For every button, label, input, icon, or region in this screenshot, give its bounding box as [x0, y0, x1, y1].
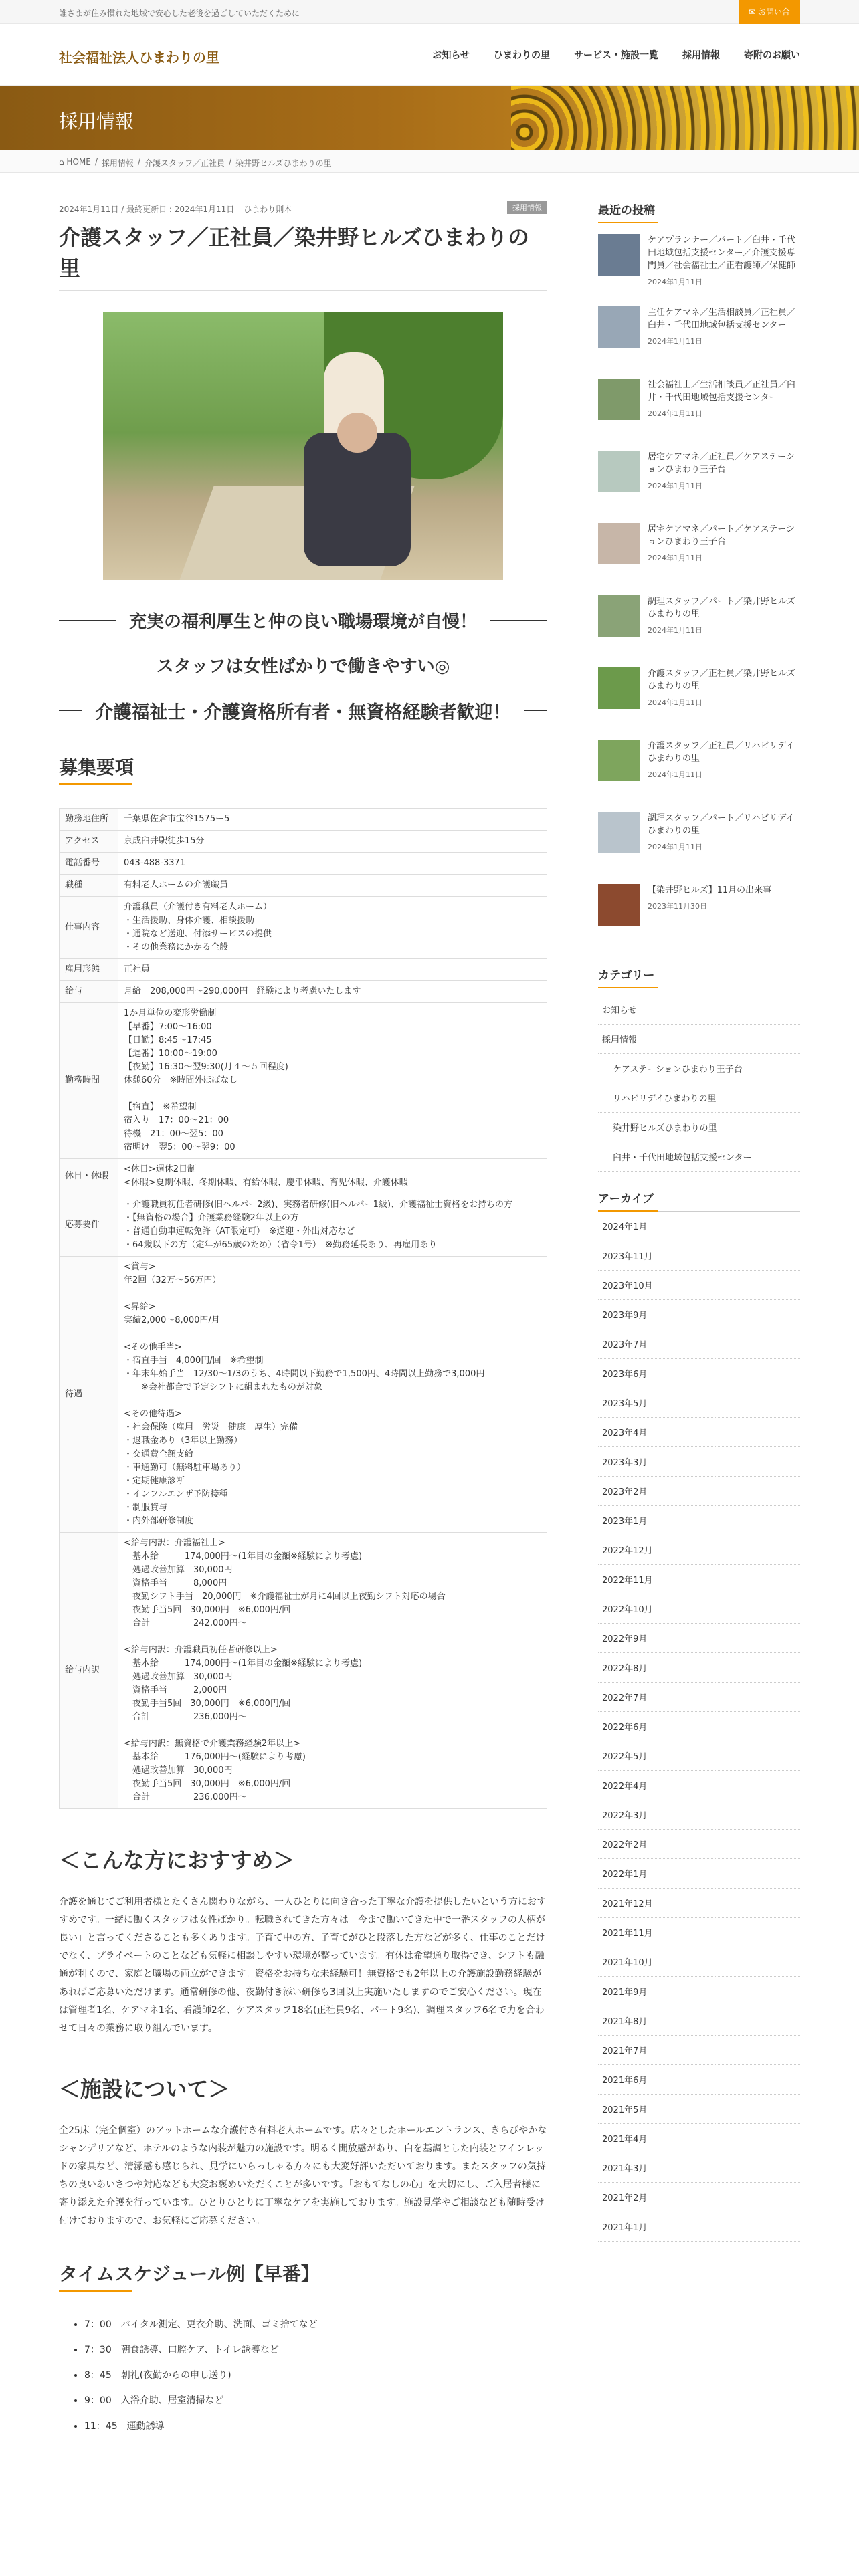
breadcrumb-current: 染井野ヒルズひまわりの里: [235, 158, 332, 168]
job-row-value: <休日>週休2日制 <休暇>夏期休暇、冬期休暇、有給休暇、慶弔休暇、育児休暇、介護休暇: [118, 1159, 547, 1194]
job-row-label: 勤務地住所: [60, 809, 118, 831]
post-thumbnail[interactable]: [598, 306, 640, 348]
recent-post-date: 2024年1月11日: [648, 843, 702, 851]
job-row: [60, 959, 547, 981]
job-row-value: ・介護職員初任者研修(旧ヘルパー2級)、実務者研修(旧ヘルパー1級)、介護福祉士資格をお持ちの方 ・【無資格の場合】介護業務経験2年以上の方 ・普通自動車運転免許（AT限定可） ※送迎・外出対応など ・64歳以下の方（定年が65歳のため）（省令1号） ※勤務延長あり、再雇用あり: [118, 1194, 547, 1257]
recent-posts-title: 最近の投稿: [598, 201, 800, 223]
archive-item[interactable]: 2021年3月: [598, 2153, 800, 2183]
job-row: [60, 831, 547, 853]
recent-post-date: 2024年1月11日: [648, 770, 702, 779]
job-row-label: 給与内訳: [60, 1533, 118, 1809]
headline-benefits: 充実の福利厚生と仲の良い職場環境が自慢！: [59, 608, 547, 633]
recent-post-text: [648, 379, 800, 440]
job-row-label: 休日・休暇: [60, 1159, 118, 1194]
recent-post[interactable]: [598, 873, 800, 946]
archive-item[interactable]: 2023年9月: [598, 1300, 800, 1329]
job-row-value: 正社員: [118, 959, 547, 981]
recent-post-date: 2024年1月11日: [648, 698, 702, 707]
headline-welcome: 介護福祉士・介護資格所有者・無資格経験者歓迎！: [59, 697, 547, 724]
job-row: [60, 1533, 547, 1809]
recent-post-title[interactable]: 調理スタッフ／パート／リハビリデイひまわりの里: [648, 813, 795, 836]
breadcrumb-sep: /: [94, 157, 98, 167]
photo-resident: [337, 413, 377, 453]
archive-item[interactable]: 2021年9月: [598, 1977, 800, 2006]
job-table: [59, 808, 547, 1809]
job-row: [60, 875, 547, 897]
recent-post-text: [648, 451, 800, 512]
recent-post[interactable]: [598, 440, 800, 512]
job-row-label: 勤務時間: [60, 1003, 118, 1159]
post-thumbnail[interactable]: [598, 595, 640, 637]
job-row: [60, 809, 547, 831]
schedule-item: • 8：45 朝礼(夜勤からの申し送り): [84, 2363, 547, 2388]
staff-photo: [103, 312, 503, 580]
job-row-value: 京成臼井駅徒歩15分: [118, 831, 547, 853]
archive-item[interactable]: 2021年1月: [598, 2212, 800, 2242]
recent-post-title[interactable]: 【染井野ヒルズ】11月の出来事: [648, 885, 772, 895]
archive-item[interactable]: 2023年5月: [598, 1388, 800, 1418]
archive-item[interactable]: 2023年6月: [598, 1359, 800, 1388]
job-row: [60, 1003, 547, 1159]
recent-posts: [598, 223, 800, 946]
site-header: [0, 24, 859, 86]
recommend-heading: ＜こんな方におすすめ＞: [59, 1848, 295, 1873]
archive-item[interactable]: 2022年4月: [598, 1771, 800, 1800]
job-row-value: 介護職員（介護付き有料老人ホーム） ・生活援助、身体介護、相談援助 ・通院など送迎、付添サービスの提供 ・その他業務にかかる全般: [118, 897, 547, 959]
post-thumbnail[interactable]: [598, 740, 640, 781]
archive-item[interactable]: 2023年11月: [598, 1241, 800, 1271]
sidebar: [598, 201, 800, 2242]
archive-item[interactable]: 2023年7月: [598, 1329, 800, 1359]
recent-post-date: 2024年1月11日: [648, 554, 702, 562]
job-row: [60, 897, 547, 959]
nav-donation[interactable]: 寄附のお願い: [744, 50, 800, 61]
archive-item[interactable]: 2023年10月: [598, 1271, 800, 1300]
post-thumbnail[interactable]: [598, 884, 640, 926]
sunflower-image: [511, 86, 859, 150]
job-row-value: <賞与> 年2回（32万〜56万円） <昇給> 実績2,000〜8,000円/月 <その他手当> ・宿直手当 4,000円/回 ※希望制 ・年末年始手当 12/30〜1/3のうち、4時間以下勤務で1,500円、4時間以上勤務で3,000円 ※会社都合で予定シフトに組まれたものが対象 <その他待遇> ・社会保険（雇用 労災 健康 厚生）完備 ・退職金あり（3年以上勤務） ・交通費全額支給 ・車通勤可（無料駐車場あり） ・定期健康診断 ・インフルエンザ予防接種 ・制服貸与 ・内外部研修制度: [118, 1257, 547, 1533]
post-title: 介護スタッフ／正社員／染井野ヒルズひまわりの里: [59, 222, 547, 291]
breadcrumb-sep: /: [137, 157, 140, 167]
recent-post-title[interactable]: 社会福祉士／生活相談員／正社員／臼井・千代田地域包括支援センター: [648, 380, 796, 403]
archive-item[interactable]: 2022年3月: [598, 1800, 800, 1830]
category-item[interactable]: 臼井・千代田地域包括支援センター: [598, 1142, 800, 1172]
recent-post-title[interactable]: 主任ケアマネ／生活相談員／正社員／臼井・千代田地域包括支援センター: [648, 308, 796, 330]
post-thumbnail[interactable]: [598, 812, 640, 853]
post-thumbnail[interactable]: [598, 667, 640, 709]
post-content: [59, 201, 547, 2439]
recent-post[interactable]: [598, 296, 800, 368]
nav-about[interactable]: ひまわりの里: [494, 50, 550, 61]
archive-item[interactable]: 2021年7月: [598, 2036, 800, 2065]
breadcrumb-category[interactable]: 介護スタッフ／正社員: [144, 158, 225, 168]
banner-title: 採用情報: [59, 110, 134, 132]
tagline: 誰さまが住み慣れた地域で安心した老後を過ごしていただくために: [59, 9, 300, 18]
job-row-label: 職種: [60, 875, 118, 897]
job-row-value: 月給 208,000円〜290,000円 経験により考慮いたします: [118, 981, 547, 1003]
recent-post-title[interactable]: 居宅ケアマネ／パート／ケアステーションひまわり王子台: [648, 524, 795, 547]
recent-post-text: [648, 884, 771, 946]
category-list: [598, 995, 800, 1172]
recent-post-title[interactable]: 介護スタッフ／正社員／リハビリデイひまわりの里: [648, 741, 795, 764]
archive-item[interactable]: 2022年9月: [598, 1624, 800, 1653]
post-thumbnail[interactable]: [598, 451, 640, 492]
archive-item[interactable]: 2022年5月: [598, 1741, 800, 1771]
schedule-item: • 7：30 朝食誘導、口腔ケア、トイレ誘導など: [84, 2337, 547, 2363]
recent-post-title[interactable]: 介護スタッフ／正社員／染井野ヒルズひまわりの里: [648, 669, 795, 691]
post-thumbnail[interactable]: [598, 234, 640, 276]
site-logo[interactable]: 社会福祉法人ひまわりの里: [59, 49, 219, 66]
job-row-label: 電話番号: [60, 853, 118, 875]
archive-item[interactable]: 2021年6月: [598, 2065, 800, 2095]
post-meta: [59, 201, 547, 217]
archives-title: アーカイブ: [598, 1189, 800, 1212]
job-row: [60, 1159, 547, 1194]
recent-post-text: [648, 595, 800, 657]
facility-text: 全25床（完全個室）のアットホームな介護付き有料老人ホームです。広々としたホールエントランス、きらびやかなシャンデリアなど、ホテルのような内装が魅力の施設です。明るく開放感があり、白を基調とした内装とワインレッドの家具など、清潔感も感じられ、見学にいらっしゃる方々にも大変好評いただいております。またスタッフの気持ちの良いあいさつや対応なども大変お褒めいただくことが多いです。「おもてなしの心」を大切にし、ご入居者様に寄り添えた介護を行っています。ひとりひとりに丁寧なケアを実施しております。施設見学やご相談なども随時受け付けておりますので、お気軽にご応募ください。: [59, 2125, 547, 2226]
recent-post-text: [648, 667, 800, 729]
recent-post-date: 2024年1月11日: [648, 278, 702, 286]
job-row-label: 仕事内容: [60, 897, 118, 959]
archive-item[interactable]: 2021年11月: [598, 1918, 800, 1947]
nav-news[interactable]: お知らせ: [432, 50, 470, 61]
recent-post[interactable]: [598, 223, 800, 296]
archive-item[interactable]: 2024年1月: [598, 1212, 800, 1241]
contact-button[interactable]: ✉ お問い合: [739, 0, 800, 24]
schedule-list: [59, 2312, 547, 2439]
nav-services[interactable]: サービス・施設一覧: [574, 50, 658, 61]
recent-post[interactable]: [598, 657, 800, 729]
recent-post-title[interactable]: 調理スタッフ／パート／染井野ヒルズひまわりの里: [648, 597, 795, 619]
archive-item[interactable]: 2022年11月: [598, 1565, 800, 1594]
job-row-label: 雇用形態: [60, 959, 118, 981]
job-row: [60, 853, 547, 875]
post-author[interactable]: ひまわり則本: [244, 204, 292, 214]
facility-heading: ＜施設について＞: [59, 2076, 230, 2102]
job-row-value: 043-488-3371: [118, 853, 547, 875]
job-row-label: アクセス: [60, 831, 118, 853]
job-row-label: 待遇: [60, 1257, 118, 1533]
nav-recruit[interactable]: 採用情報: [682, 50, 720, 61]
post-thumbnail[interactable]: [598, 379, 640, 420]
archive-list: [598, 1212, 800, 2242]
breadcrumb-bar: [0, 150, 859, 173]
archive-item[interactable]: 2023年3月: [598, 1447, 800, 1477]
category-badge[interactable]: 採用情報: [507, 201, 547, 214]
schedule-item: • 7：00 バイタル測定、更衣介助、洗面、ゴミ捨てなど: [84, 2312, 547, 2337]
recent-post[interactable]: [598, 512, 800, 584]
archive-item[interactable]: 2022年1月: [598, 1859, 800, 1889]
recent-post[interactable]: [598, 584, 800, 657]
archive-item[interactable]: 2022年6月: [598, 1712, 800, 1741]
category-item[interactable]: 採用情報: [598, 1025, 800, 1054]
recent-post-text: [648, 523, 800, 584]
breadcrumb: [59, 157, 332, 169]
category-item[interactable]: お知らせ: [598, 995, 800, 1025]
recent-post[interactable]: [598, 729, 800, 801]
job-row-value: <給与内訳：介護福祉士> 基本給 174,000円〜(1年目の金額※経験により考慮) 処遇改善加算 30,000円 資格手当 8,000円 夜勤シフト手当 20,000円 ※介護福祉士が月に4回以上夜勤シフト対応の場合 夜勤手当5回 30,000円 ※6,000円/回 合計 242,000円〜 <給与内訳：介護職員初任者研修以上> 基本給 174,000円〜(1年目の金額※経験により考慮) 処遇改善加算 30,000円 資格手当 2,000円 夜勤手当5回 30,000円 ※6,000円/回 合計 236,000円〜 <給与内訳：無資格で介護業務経験2年以上> 基本給 176,000円〜(経験により考慮) 処遇改善加算 30,000円 夜勤手当5回 30,000円 ※6,000円/回 合計 236,000円〜: [118, 1533, 547, 1809]
recent-post-text: [648, 812, 800, 873]
archive-item[interactable]: 2021年12月: [598, 1889, 800, 1918]
breadcrumb-sep: /: [228, 157, 232, 167]
recent-post-text: [648, 740, 800, 801]
global-nav: [432, 48, 800, 62]
headline-women: スタッフは女性ばかりで働きやすい◎: [59, 653, 547, 677]
archive-item[interactable]: 2023年4月: [598, 1418, 800, 1447]
job-row-value: 1か月単位の変形労働制 【早番】7:00〜16:00 【日勤】8:45〜17:45 【遅番】10:00〜19:00 【夜勤】16:30〜翌9:30(月４〜５回程度) 休憩60分 ※時間外ほぼなし 【宿直】 ※希望制 宿入り 17：00〜21：00 待機 21：00〜翌5：00 宿明け 翌5：00〜翌9：00: [118, 1003, 547, 1159]
job-row-value: 有料老人ホームの介護職員: [118, 875, 547, 897]
category-item[interactable]: ケアステーションひまわり王子台: [598, 1054, 800, 1083]
breadcrumb-home[interactable]: ⌂ HOME: [59, 157, 91, 167]
post-thumbnail[interactable]: [598, 523, 640, 564]
category-item[interactable]: リハビリデイひまわりの里: [598, 1083, 800, 1113]
recent-post-date: 2023年11月30日: [648, 902, 707, 911]
job-row: [60, 1194, 547, 1257]
archive-item[interactable]: 2021年5月: [598, 2095, 800, 2124]
archive-item[interactable]: 2022年10月: [598, 1594, 800, 1624]
archive-item[interactable]: 2021年10月: [598, 1947, 800, 1977]
post-date: 2024年1月11日 / 最終更新日 : 2024年1月11日: [59, 204, 235, 214]
recent-post-title[interactable]: ケアプランナー／パート／臼井・千代田地域包括支援センター／介護支援専門員／社会福祉士／正看護師／保健師: [648, 235, 796, 271]
recruitment-heading: 募集要項: [59, 753, 547, 785]
recent-post-title[interactable]: 居宅ケアマネ／正社員／ケアステーションひまわり王子台: [648, 452, 795, 475]
archive-item[interactable]: 2021年8月: [598, 2006, 800, 2036]
recent-post-date: 2024年1月11日: [648, 481, 702, 490]
recommend-text: 介護を通じてご利用者様とたくさん関わりながら、一人ひとりに向き合った丁寧な介護を提供したいという方におすすめです。一緒に働くスタッフは女性ばかり。転職されてきた方々は「今まで働いてきた中で一番スタッフの人柄が良い」と言ってくださることも多くあります。子育て中の方、子育てがひと段落した方などが多く、仕事のことだけでなく、プライベートのことなども気軽に相談しやすい環境が整っています。有休は希望通り取得でき、シフトも融通が利くので、家庭と職場の両立ができます。資格をお持ちな未経験可！無資格でも2年以上の介護施設勤務経験があればご応募いただけます。通常研修の他、夜勤付き添い研修も3回以上実施いたしますのでご安心ください。現在は管理者1名、ケアマネ1名、看護師2名、ケアスタッフ18名(正社員9名、パート9名)、調理スタッフ6名で力を合わせて日々の業務に取り組んでいます。: [59, 1897, 546, 2034]
archive-item[interactable]: 2021年4月: [598, 2124, 800, 2153]
recent-post-text: [648, 234, 800, 296]
top-bar: [0, 0, 859, 24]
recent-post-text: [648, 306, 800, 368]
archive-item[interactable]: 2022年2月: [598, 1830, 800, 1859]
archive-item[interactable]: 2022年7月: [598, 1683, 800, 1712]
archive-item[interactable]: 2023年1月: [598, 1506, 800, 1535]
job-row-label: 応募要件: [60, 1194, 118, 1257]
recent-post-date: 2024年1月11日: [648, 626, 702, 635]
schedule-item: • 11：45 運動誘導: [84, 2413, 547, 2439]
recent-post[interactable]: [598, 368, 800, 440]
recent-post-date: 2024年1月11日: [648, 337, 702, 346]
breadcrumb-recruit[interactable]: 採用情報: [101, 158, 134, 168]
schedule-item: • 9：00 入浴介助、居室清掃など: [84, 2388, 547, 2413]
categories-title: カテゴリー: [598, 966, 800, 988]
photo-wheelchair: [304, 433, 411, 566]
recent-post-date: 2024年1月11日: [648, 409, 702, 418]
job-row: [60, 1257, 547, 1533]
job-row-value: 千葉県佐倉市宝谷1575ー5: [118, 809, 547, 831]
recent-post[interactable]: [598, 801, 800, 873]
job-row-label: 給与: [60, 981, 118, 1003]
category-item[interactable]: 染井野ヒルズひまわりの里: [598, 1113, 800, 1142]
archive-item[interactable]: 2022年8月: [598, 1653, 800, 1683]
archive-item[interactable]: 2022年12月: [598, 1535, 800, 1565]
archive-item[interactable]: 2023年2月: [598, 1477, 800, 1506]
page-banner: [0, 86, 859, 150]
job-row: [60, 981, 547, 1003]
archive-item[interactable]: 2021年2月: [598, 2183, 800, 2212]
schedule-heading: タイムスケジュール例【早番】: [59, 2260, 547, 2292]
